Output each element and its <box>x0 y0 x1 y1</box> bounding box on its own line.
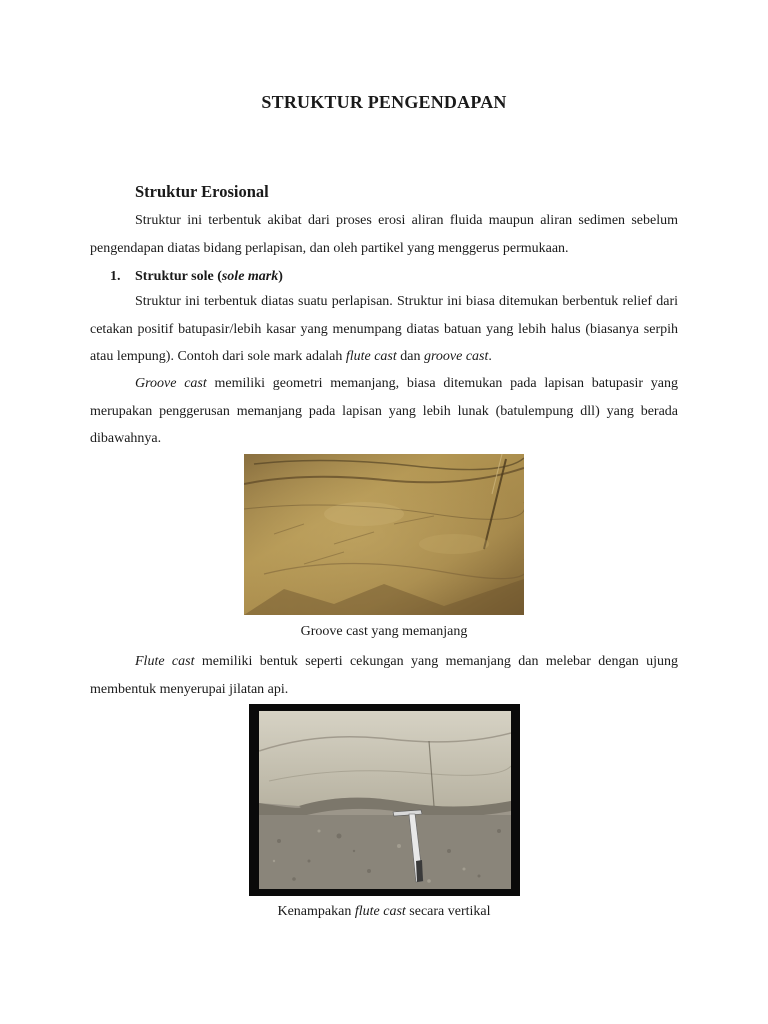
groove-cast-paragraph <box>90 370 678 453</box>
groove-cast-photo <box>244 454 524 615</box>
intro-paragraph: Struktur ini terbentuk akibat dari proses erosi aliran fluida maupun aliran sedimen sebelum pengendapan diatas bidang perlapisan, dan oleh partikel yang menggerus permukaan. <box>90 213 678 256</box>
flute-cast-text: memiliki bentuk seperti cekungan yang memanjang dan melebar dengan ujung membentuk menyerupai jilatan api. <box>90 654 678 697</box>
sole-mark-mid: dan <box>396 349 424 364</box>
page-title: STRUKTUR PENGENDAPAN <box>261 92 507 112</box>
groove-cast-lead: Groove cast <box>135 376 207 391</box>
figure1-caption: Groove cast yang memanjang <box>300 624 468 639</box>
figure2-caption-suffix: secara vertikal <box>405 904 491 919</box>
list-number: 1. <box>110 269 121 284</box>
sole-mark-paragraph <box>90 288 678 371</box>
sole-mark-text: Struktur ini terbentuk diatas suatu perlapisan. Struktur ini biasa ditemukan berbentuk relief dari cetakan positif batupasir/lebih kasar yang menumpang diatas batuan yang lebih halus (biasanya serpih atau lempung). Contoh dari sole mark adalah <box>90 294 678 364</box>
list-label-suffix: ) <box>278 269 283 284</box>
flute-cast-paragraph <box>90 648 678 703</box>
figure2-caption <box>0 904 768 920</box>
groove-cast-term: groove cast <box>423 349 489 364</box>
list-label-italic: sole mark <box>221 269 279 284</box>
groove-cast-text: memiliki geometri memanjang, biasa ditemukan pada lapisan batupasir yang merupakan penggerusan memanjang pada lapisan yang lebih lunak (batulempung dll) yang berada dibawahnya. <box>90 376 678 446</box>
figure2-caption-italic: flute cast <box>354 904 406 919</box>
flute-cast-term: flute cast <box>345 349 397 364</box>
list-item-sole-structure <box>110 263 283 290</box>
sole-mark-end: . <box>488 349 492 364</box>
flute-cast-photo <box>249 704 520 896</box>
list-label-prefix: Struktur sole ( <box>135 269 222 284</box>
flute-cast-lead: Flute cast <box>135 654 195 669</box>
section-heading: Struktur Erosional <box>135 182 269 201</box>
figure2-caption-prefix: Kenampakan <box>277 904 355 919</box>
